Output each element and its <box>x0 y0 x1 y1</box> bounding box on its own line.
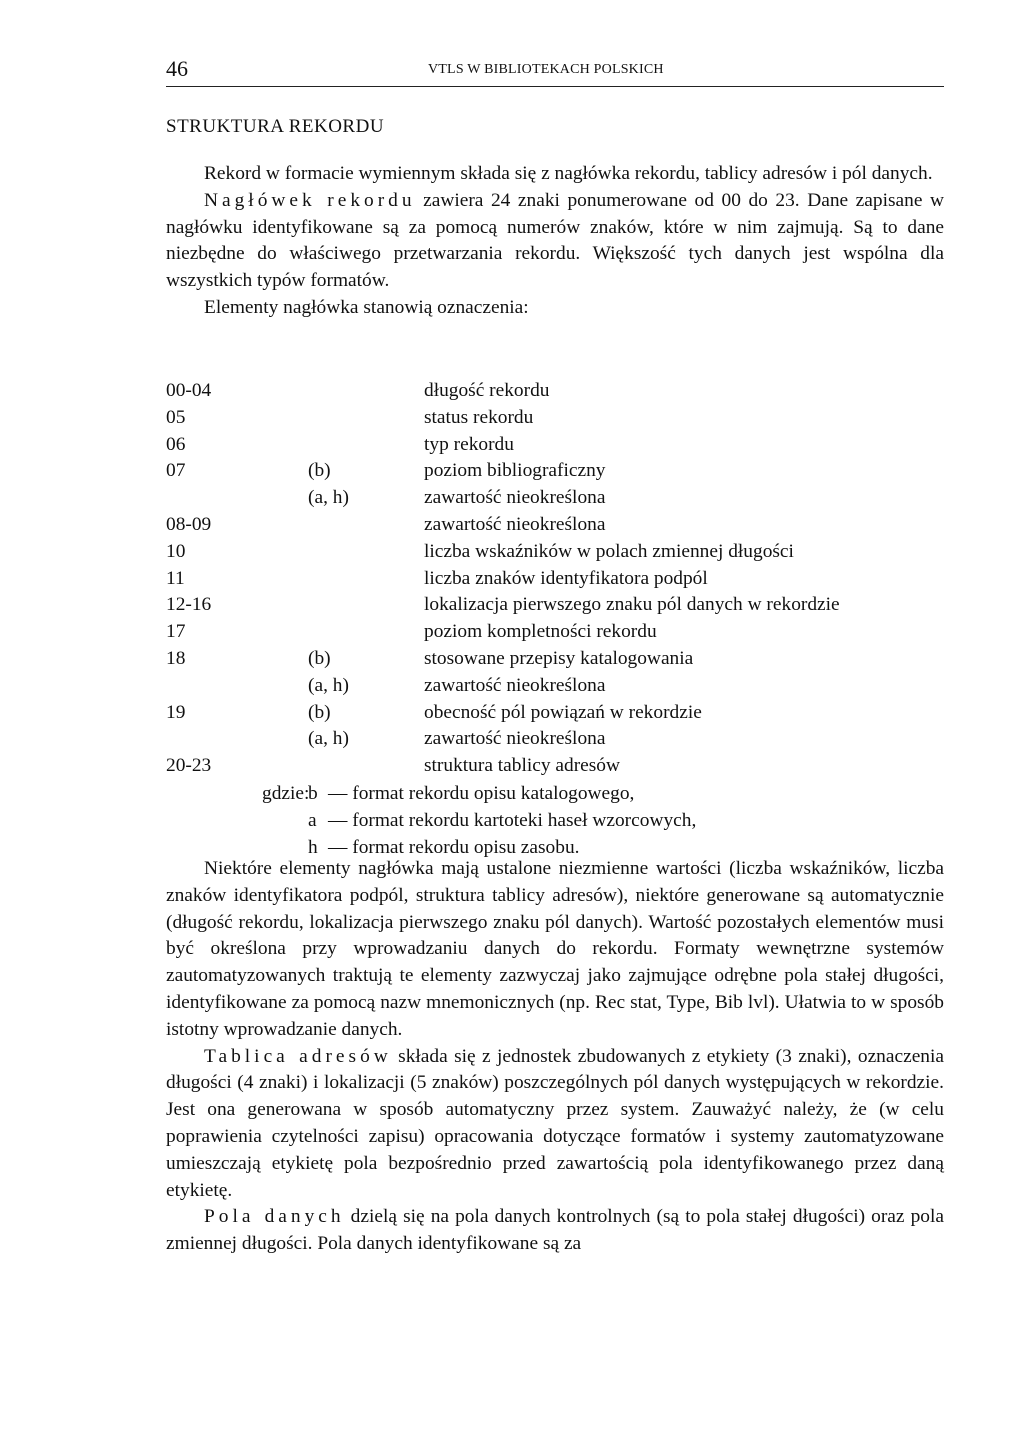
element-code: 17 <box>166 621 186 643</box>
spaced-term: Tablica adresów <box>204 1045 392 1067</box>
element-code: 05 <box>166 406 186 428</box>
element-code: 11 <box>166 567 185 589</box>
paragraph: Niektóre elementy nagłówka mają ustalone niezmienne wartości (liczba wskaźników, liczba znaków identyfikatora podpól, struktura tablicy adresów), niektóre generowane są automatycznie (długość rekordu, lokalizacja pierwszego znaku pól danych). Wartość pozostałych elementów musi być określona przy wprowadzaniu danych do rekordu. Formaty wewnętrzne systemów zautomatyzowanych traktują te elementy zazwyczaj jako zajmujące odrębne pola stałej długości, identyfikowane za pomocą nazw mnemonicznych (np. Rec stat, Type, Bib lvl). Ułatwia to w sposób istotny wprowadzanie danych. <box>166 858 944 1040</box>
main-text <box>166 856 944 1258</box>
element-format: (a, h) <box>308 728 349 750</box>
where-row <box>166 780 944 807</box>
running-title: VTLS W BIBLIOTEKACH POLSKICH <box>428 62 664 77</box>
paragraph-text: dzielą się na pola danych kontrolnych (są to pola stałej długości) oraz pola zmiennej długości. Pola danych identyfikowane są za <box>166 1206 944 1255</box>
element-code: 19 <box>166 701 186 723</box>
element-description: zawartość nieokreślona <box>424 674 606 696</box>
element-description: status rekordu <box>424 406 534 428</box>
element-description: stosowane przepisy katalogowania <box>424 648 694 669</box>
element-description: obecność pól powiązań w rekordzie <box>424 701 702 723</box>
element-description: liczba wskaźników w polach zmiennej długości <box>424 540 794 562</box>
intro-text <box>166 161 944 322</box>
paragraph: Rekord w formacie wymiennym składa się z nagłówka rekordu, tablicy adresów i pól danych. <box>204 163 933 184</box>
element-format: (a, h) <box>308 674 349 696</box>
where-row <box>166 807 944 834</box>
where-text: — format rekordu kartoteki haseł wzorcowych, <box>328 810 697 831</box>
where-letter: a <box>308 810 317 831</box>
element-code: 08-09 <box>166 514 212 535</box>
element-description: liczba znaków identyfikatora podpól <box>424 567 708 589</box>
paragraph-text: zawiera 24 znaki ponumerowane od 00 do 23. Dane zapisane w nagłówku identyfikowane są za pomocą numerów znaków, które w nim zajmują. Są to dane niezbędne do właściwego przetwarzania rekordu. Większość tych danych jest wspólna dla wszystkich typów formatów. <box>166 189 945 292</box>
spaced-term: Pola danych <box>204 1206 345 1228</box>
element-description: poziom bibliograficzny <box>424 460 606 482</box>
element-description: lokalizacja pierwszego znaku pól danych w rekordzie <box>424 594 840 616</box>
paragraph <box>166 1044 944 1205</box>
element-format: (b) <box>308 701 331 723</box>
where-letter: b <box>308 783 318 804</box>
element-description: poziom kompletności rekordu <box>424 621 657 643</box>
element-code: 20-23 <box>166 755 212 777</box>
element-code: 07 <box>166 460 186 482</box>
paragraph: Elementy nagłówka stanowią oznaczenia: <box>204 296 529 318</box>
element-code: 12-16 <box>166 594 212 616</box>
element-description: typ rekordu <box>424 433 514 455</box>
where-text: — format rekordu opisu zasobu. <box>328 837 580 858</box>
element-format: (b) <box>308 648 331 669</box>
where-letter: h <box>308 837 318 858</box>
page-number: 46 <box>166 56 188 81</box>
where-text: — format rekordu opisu katalogowego, <box>328 783 635 804</box>
paragraph-text: składa się z jednostek zbudowanych z etykiety (3 znaki), oznaczenia długości (4 znaki) i lokalizacji (5 znaków) poszczególnych pól danych występujących w rekordzie. Jest ona generowana w sposób automatyczny przez system. Zauważyć należy, że (w celu poprawienia czytelności zapisu) opracowania dotyczące formatów i systemy zautomatyzowane umieszczają etykietę pola bezpośrednio przed zawartością pola identyfikowanego przez daną etykietę. <box>166 1045 944 1201</box>
spaced-term: Nagłówek rekordu <box>204 189 416 211</box>
element-description: zawartość nieokreślona <box>424 514 606 535</box>
element-code: 10 <box>166 540 186 562</box>
element-description: zawartość nieokreślona <box>424 728 606 750</box>
section-title: STRUKTURA REKORDU <box>166 116 385 137</box>
element-code: 18 <box>166 648 186 669</box>
element-format: (a, h) <box>308 487 349 509</box>
element-code: 06 <box>166 433 186 455</box>
paragraph <box>166 188 944 295</box>
page-header <box>166 56 944 87</box>
element-format: (b) <box>308 460 331 482</box>
paragraph <box>166 1204 944 1258</box>
element-description: struktura tablicy adresów <box>424 755 620 777</box>
element-description: zawartość nieokreślona <box>424 487 606 509</box>
where-label: gdzie: <box>262 783 310 804</box>
element-code: 00-04 <box>166 380 212 401</box>
element-description: długość rekordu <box>424 380 550 401</box>
